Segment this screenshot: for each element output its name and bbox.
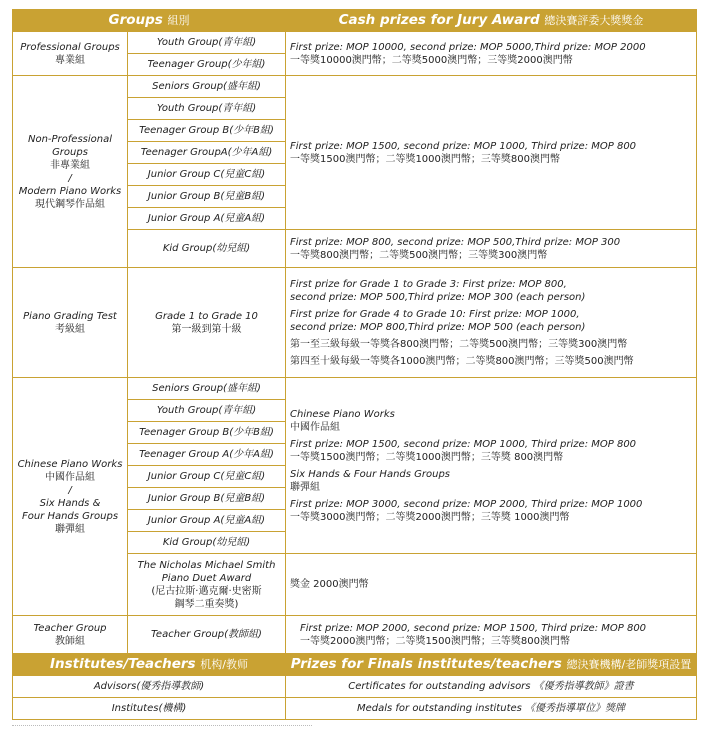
advisors-row [13,676,697,698]
cropped-footnote-divider [12,725,312,730]
nonpro-row [13,76,697,98]
group-cell: Kid Group(幼兒組) [128,532,286,554]
professional-row-youth [13,32,697,54]
grading-label: Piano Grading Test 考級組 [13,268,128,378]
teacher-row [13,616,697,654]
nonpro-label: Non-Professional Groups 非專業組 / Modern Piano Works 現代鋼琴作品組 [13,76,128,268]
group-cell: Teenager Group B(少年B組) [128,120,286,142]
group-cell: Youth Group(青年組) [128,400,286,422]
duet-award-label: The Nicholas Michael Smith Piano Duet Award (尼古拉斯·邁克爾·史密斯 鋼琴二重奏獎) [128,554,286,616]
group-cell: Junior Group A(兒童A組) [128,208,286,230]
group-cell: Teenager Group A(少年A組) [128,444,286,466]
kid-prize: First prize: MOP 800, second prize: MOP 500,Third prize: MOP 300 一等獎800澳門幣；二等獎500澳門幣；三等獎300澳門幣 [286,230,697,268]
institutes-label: Institutes(機構) [13,698,286,720]
grading-prize: First prize for Grade 1 to Grade 3: First prize: MOP 800, second prize: MOP 500,Third prize: MOP 300 (each person) First prize for Grade 4 to Grade 10: First prize: MOP 1000, second prize: MOP 800,Third prize: MOP 500 (each person) 第一至三級每級一等獎各800澳門幣；二等獎500澳門幣；三等獎300澳門幣 第四至十級每級一等獎各1000澳門幣；二等獎800澳門幣；三等獎500澳門幣 [286,268,697,378]
group-cell: Youth Group(青年組) [128,32,286,54]
group-cell: Teenager Group(少年組) [128,54,286,76]
advisors-label: Advisors(優秀指導教師) [13,676,286,698]
duet-award-prize: 獎金 2000澳門幣 [286,554,697,616]
professional-prize: First prize: MOP 10000, second prize: MOP 5000,Third prize: MOP 2000 一等獎10000澳門幣；二等獎5000澳門幣；三等獎2000澳門幣 [286,32,697,76]
groups-header: Groups 組別 [13,10,286,32]
institutes-header: Institutes/Teachers 机构/教师 [13,654,286,676]
group-cell: Junior Group C(兒童C組) [128,466,286,488]
group-cell: Teenager Group B(少年B組) [128,422,286,444]
nonpro-prize: First prize: MOP 1500, second prize: MOP 1000, Third prize: MOP 800 一等獎1500澳門幣；二等獎1000澳門幣；三等獎800澳門幣 [286,76,697,230]
grading-group: Grade 1 to Grade 10 第一級到第十級 [128,268,286,378]
group-cell: Junior Group B(兒童B組) [128,488,286,510]
teacher-label: Teacher Group 教師組 [13,616,128,654]
advisors-prize: Certificates for outstanding advisors 《優秀指導教師》證書 [286,676,697,698]
group-cell: Seniors Group(盛年組) [128,76,286,98]
group-cell: Kid Group(幼兒組) [128,230,286,268]
group-cell: Junior Group B(兒童B組) [128,186,286,208]
teacher-prize: First prize: MOP 2000, second prize: MOP 1500, Third prize: MOP 800 一等獎2000澳門幣；二等獎1500澳門幣；三等獎800澳門幣 [286,616,697,654]
group-cell: Junior Group A(兒童A組) [128,510,286,532]
group-cell: Teenager GroupA(少年A組) [128,142,286,164]
group-cell: Youth Group(青年組) [128,98,286,120]
grading-row [13,268,697,378]
table-header-row [13,10,697,32]
group-cell: Seniors Group(盛年組) [128,378,286,400]
group-cell: Teacher Group(教師組) [128,616,286,654]
cash-prizes-header: Cash prizes for Jury Award 總決賽評委大獎獎金 [286,10,697,32]
institutes-prize: Medals for outstanding institutes 《優秀指導單位》獎牌 [286,698,697,720]
finals-prizes-header: Prizes for Finals institutes/teachers 總決賽機構/老師獎項設置 [286,654,697,676]
group-cell: Junior Group C(兒童C組) [128,164,286,186]
institutes-header-row [13,654,697,676]
institutes-row [13,698,697,720]
chinese-row [13,378,697,400]
professional-groups-label: Professional Groups 專業組 [13,32,128,76]
prize-table [12,9,697,720]
chinese-label: Chinese Piano Works 中國作品組 / Six Hands & Four Hands Groups 聯彈組 [13,378,128,616]
chinese-prize: Chinese Piano Works 中國作品組 First prize: MOP 1500, second prize: MOP 1000, Third prize: MOP 800 一等獎1500澳門幣；二等獎1000澳門幣；三等獎 800澳門幣 Six Hands & Four Hands Groups 聯彈組 First prize: MOP 3000, second prize: MOP 2000, Third prize: MOP 1000 一等獎3000澳門幣；二等獎2000澳門幣；三等獎 1000澳門幣 [286,378,697,554]
